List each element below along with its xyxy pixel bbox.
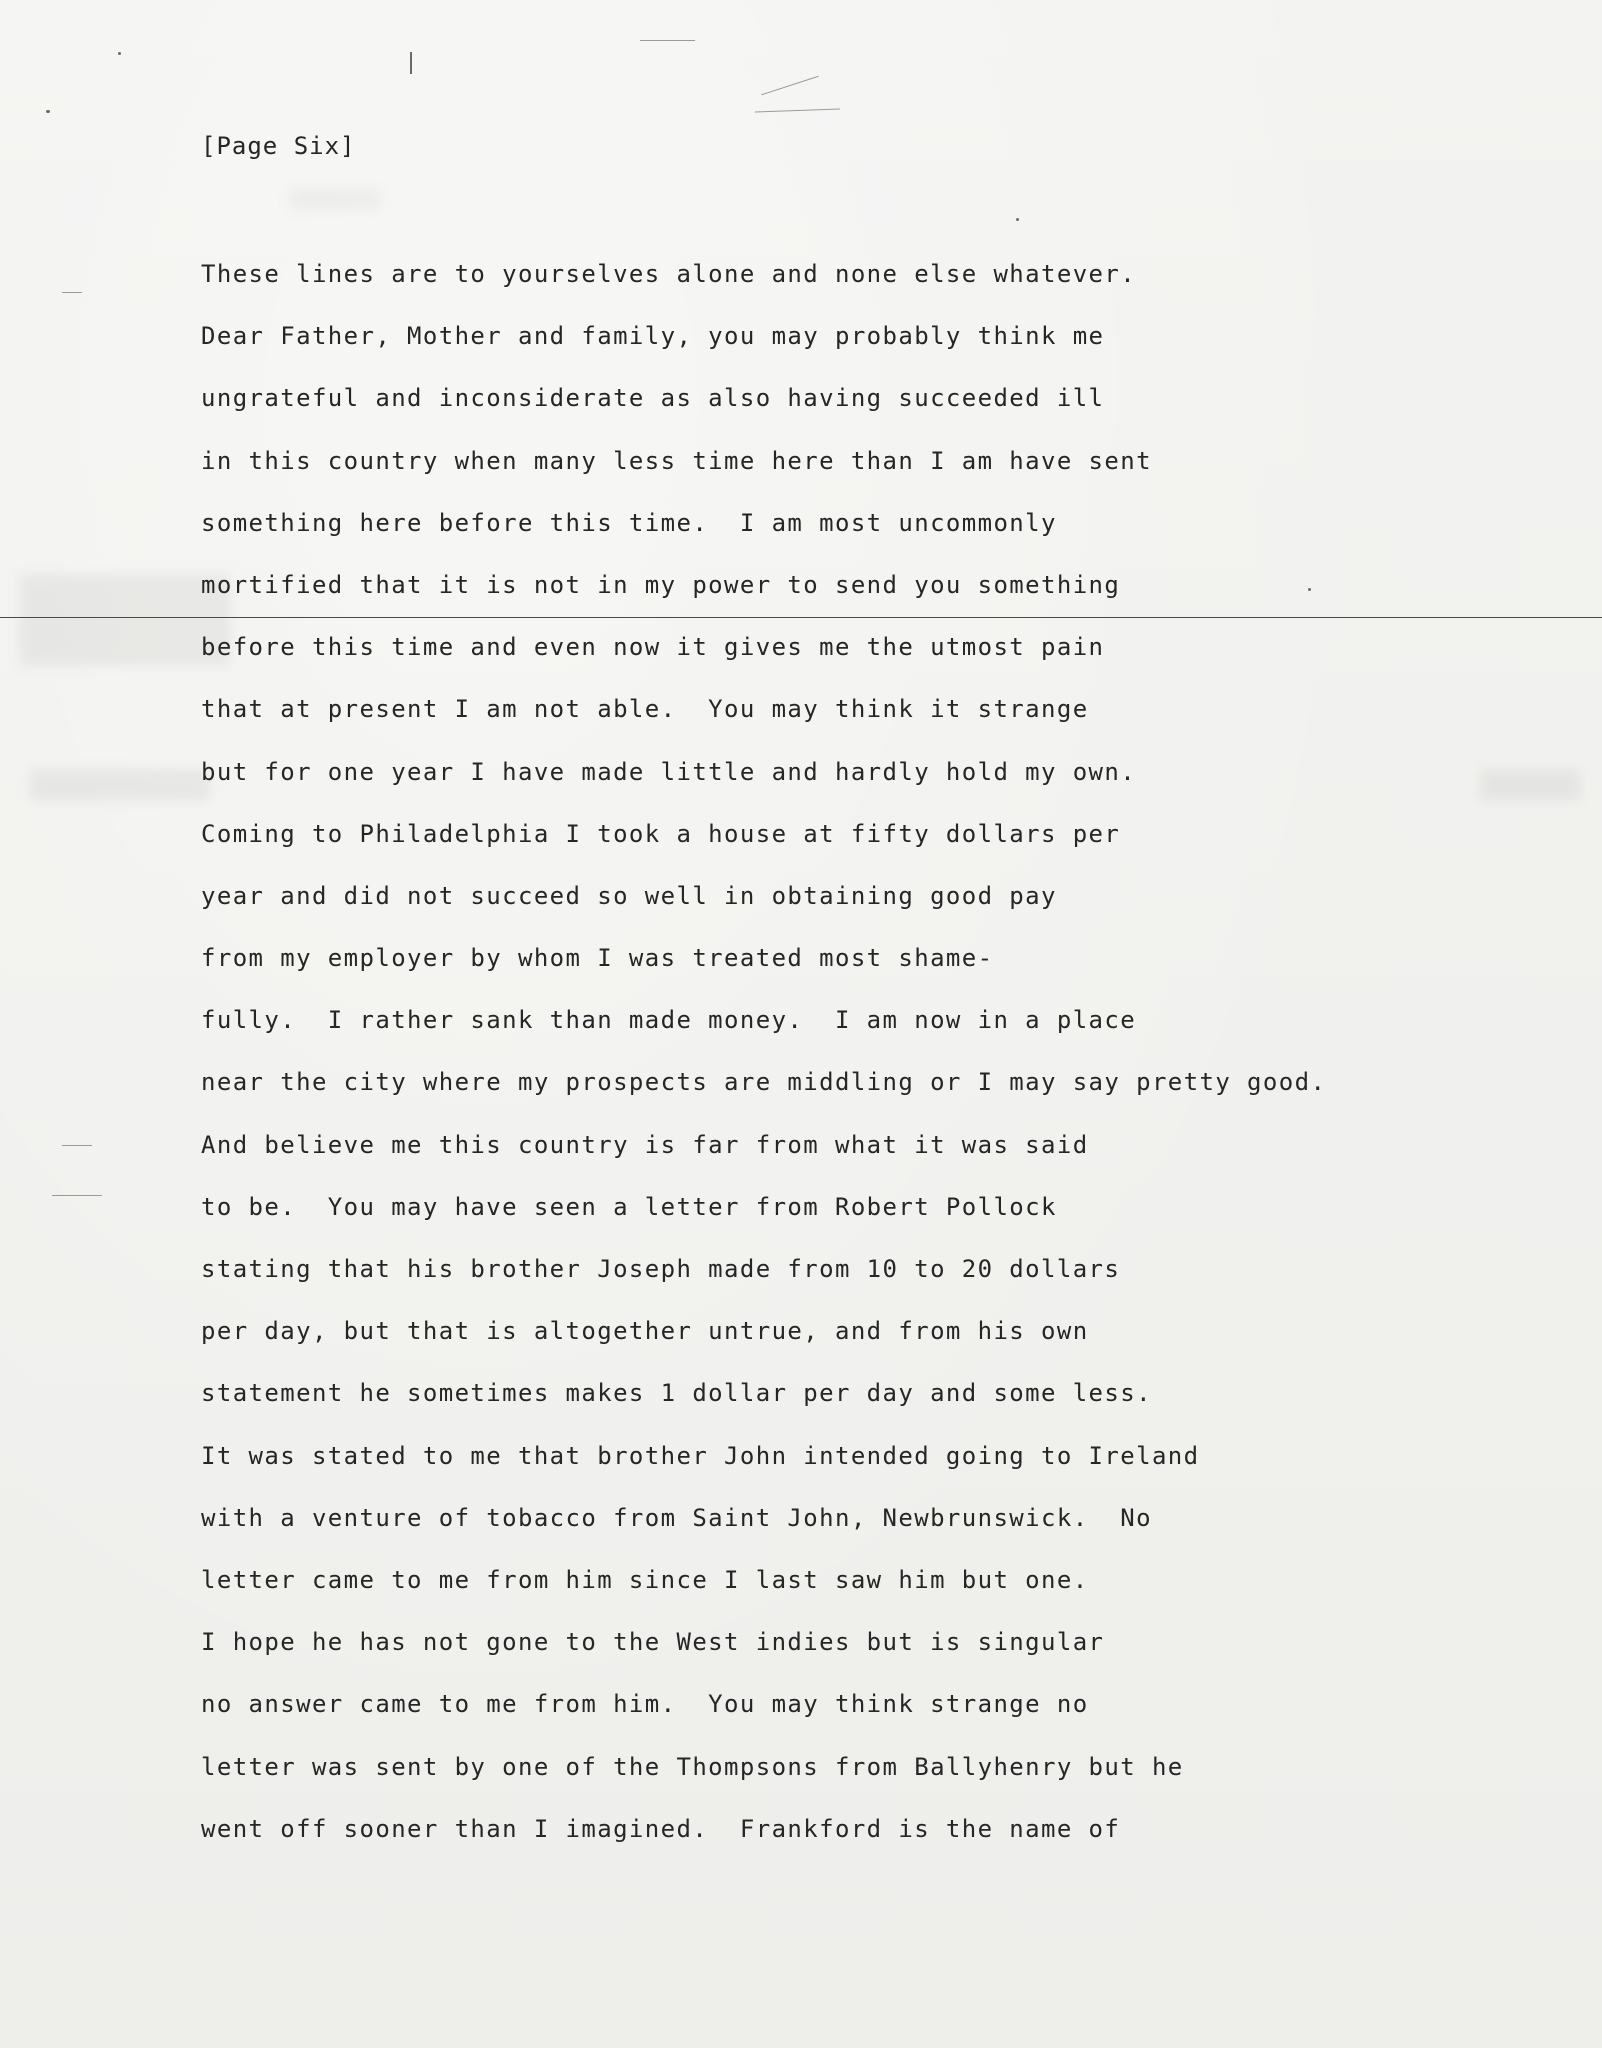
text-line: Dear Father, Mother and family, you may probably think me — [201, 322, 1105, 351]
scan-mark — [640, 40, 695, 41]
text-line: mortified that it is not in my power to send you something — [201, 570, 1121, 599]
scan-smudge — [20, 575, 230, 665]
text-line: before this time and even now it gives me the utmost pain — [201, 633, 1105, 662]
scan-mark — [761, 76, 818, 95]
scan-mark — [52, 1195, 102, 1196]
text-line: but for one year I have made little and hardly hold my own. — [201, 757, 1137, 786]
text-line: I hope he has not gone to the West indies but is singular — [201, 1628, 1105, 1657]
scan-speck — [118, 52, 121, 55]
text-line: something here before this time. I am most uncommonly — [201, 508, 1057, 537]
text-line: letter came to me from him since I last saw him but one. — [201, 1565, 1089, 1594]
text-line: went off sooner than I imagined. Frankford is the name of — [201, 1814, 1121, 1843]
text-line: to be. You may have seen a letter from Robert Pollock — [201, 1192, 1057, 1221]
text-line: letter was sent by one of the Thompsons from Ballyhenry but he — [201, 1752, 1184, 1781]
text-line: fully. I rather sank than made money. I am now in a place — [201, 1006, 1137, 1035]
letter-body — [201, 256, 1326, 1873]
scan-speck — [46, 110, 50, 113]
scan-mark — [62, 1145, 92, 1146]
scan-smudge — [290, 190, 380, 208]
text-line: that at present I am not able. You may think it strange — [201, 695, 1089, 724]
text-line: with a venture of tobacco from Saint John, Newbrunswick. No — [201, 1503, 1152, 1532]
text-line: And believe me this country is far from what it was said — [201, 1130, 1089, 1159]
page-label: [Page Six] — [201, 132, 356, 160]
scan-smudge — [30, 770, 210, 800]
text-line: near the city where my prospects are middling or I may say pretty good. — [201, 1068, 1327, 1097]
text-line: in this country when many less time here than I am have sent — [201, 446, 1152, 475]
text-line: year and did not succeed so well in obtaining good pay — [201, 881, 1057, 910]
scan-mark — [62, 292, 82, 293]
scan-mark — [410, 52, 412, 74]
scan-mark — [755, 109, 840, 113]
text-line: It was stated to me that brother John intended going to Ireland — [201, 1441, 1200, 1470]
text-line: These lines are to yourselves alone and none else whatever. — [201, 260, 1137, 288]
text-line: stating that his brother Joseph made from 10 to 20 dollars — [201, 1255, 1121, 1283]
text-line: ungrateful and inconsiderate as also having succeeded ill — [201, 384, 1105, 413]
text-line: no answer came to me from him. You may think strange no — [201, 1690, 1089, 1719]
text-line: Coming to Philadelphia I took a house at fifty dollars per — [201, 819, 1121, 848]
text-line: statement he sometimes makes 1 dollar per day and some less. — [201, 1379, 1152, 1408]
scan-speck — [1016, 218, 1019, 221]
text-line: from my employer by whom I was treated most shame- — [201, 944, 994, 973]
scan-smudge — [1480, 770, 1580, 800]
text-line: per day, but that is altogether untrue, and from his own — [201, 1317, 1089, 1346]
